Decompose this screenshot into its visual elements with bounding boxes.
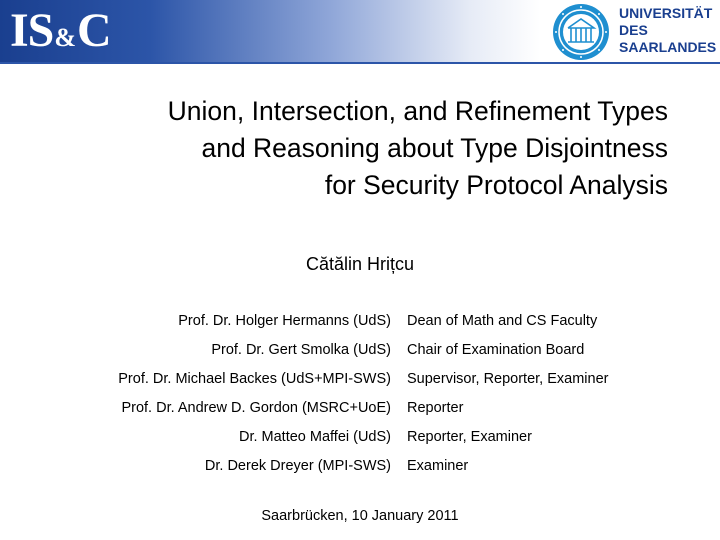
committee-row: [0, 310, 720, 339]
committee-row: [0, 455, 720, 484]
committee-member-role: Reporter: [407, 400, 464, 416]
committee-row: [0, 397, 720, 426]
university-name-line: SAARLANDES: [619, 39, 717, 55]
title-line: Union, Intersection, and Refinement Types: [167, 96, 668, 126]
university-name-line: DES: [619, 22, 648, 38]
university-name: [619, 5, 719, 56]
committee-member-name: Prof. Dr. Michael Backes (UdS+MPI-SWS): [118, 371, 391, 387]
committee-member-role: Reporter, Examiner: [407, 429, 532, 445]
committee-member-role: Dean of Math and CS Faculty: [407, 313, 598, 329]
title-line: and Reasoning about Type Disjointness: [201, 133, 668, 163]
title-line: for Security Protocol Analysis: [324, 170, 668, 200]
isc-logo: [10, 2, 111, 60]
header-rule: [0, 62, 720, 64]
date-location: Saarbrücken, 10 January 2011: [261, 508, 459, 524]
university-name-line: UNIVERSITÄT: [619, 5, 713, 21]
committee-member-name: Prof. Dr. Gert Smolka (UdS): [211, 342, 391, 358]
slide-title: [68, 93, 668, 204]
committee-member-role: Examiner: [407, 458, 469, 474]
committee-member-role: Chair of Examination Board: [407, 342, 585, 358]
committee-member-role: Supervisor, Reporter, Examiner: [407, 371, 609, 387]
isc-logo-c: C: [77, 4, 111, 57]
committee-member-name: Prof. Dr. Andrew D. Gordon (MSRC+UoE): [121, 400, 391, 416]
committee-member-name: Prof. Dr. Holger Hermanns (UdS): [178, 313, 391, 329]
author-name: Cătălin Hrițcu: [305, 254, 415, 274]
isc-logo-is: IS: [10, 4, 54, 57]
committee-member-name: Dr. Derek Dreyer (MPI-SWS): [204, 458, 391, 474]
university-seal-icon: [552, 3, 610, 61]
committee-row: [0, 339, 720, 368]
isc-logo-amp: &: [54, 23, 77, 52]
committee-member-name: Dr. Matteo Maffei (UdS): [238, 429, 391, 445]
committee-row: [0, 426, 720, 455]
committee-row: [0, 368, 720, 397]
